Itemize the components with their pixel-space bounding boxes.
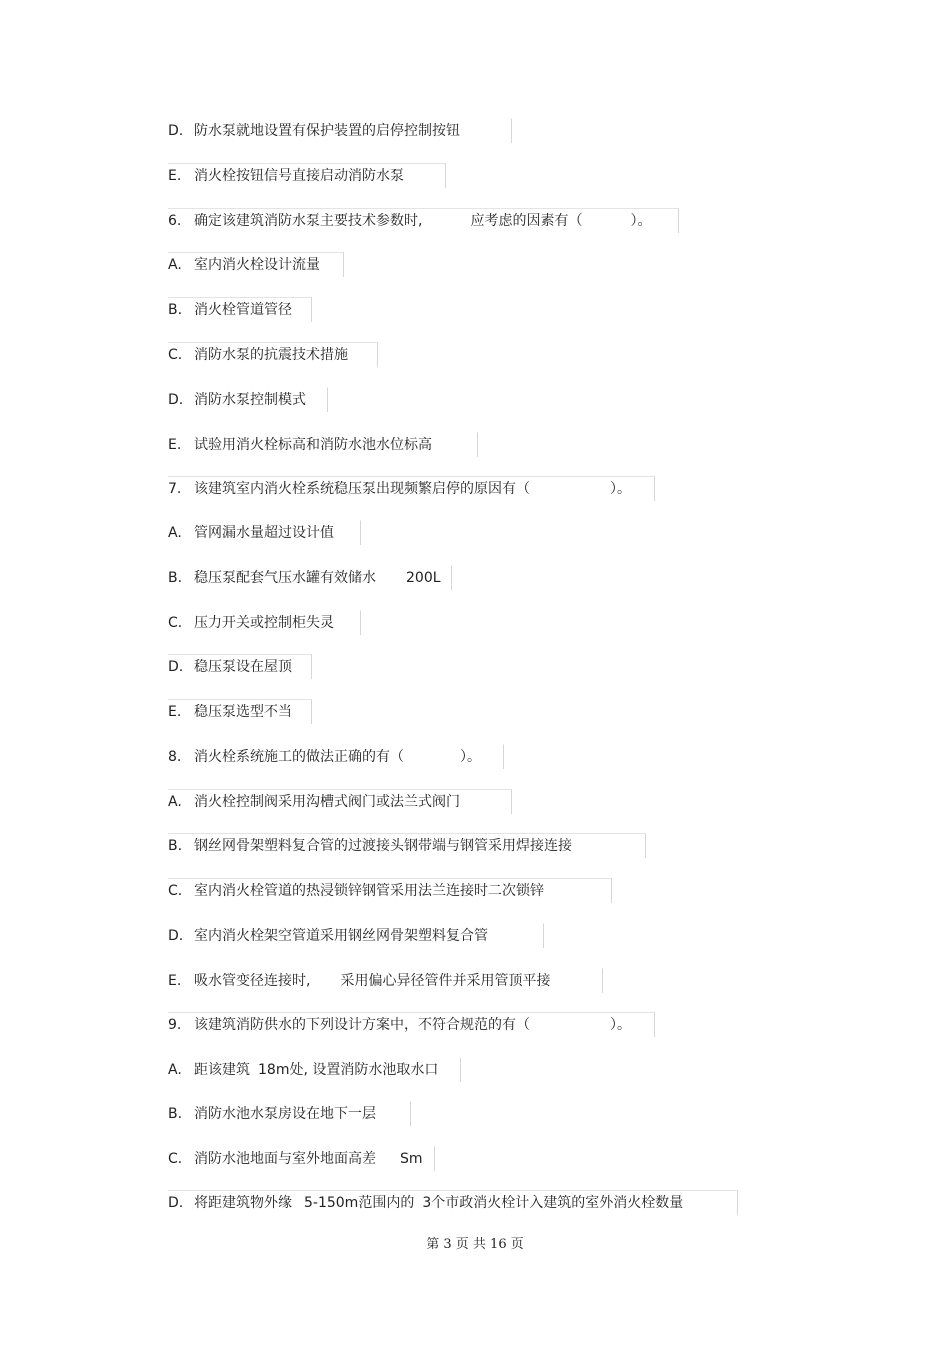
option-e <box>168 968 603 993</box>
question-number: 8. <box>168 749 182 765</box>
question-7 <box>168 476 655 501</box>
option-e <box>168 163 446 188</box>
option-c <box>168 1146 435 1171</box>
option-c <box>168 610 361 635</box>
question-8 <box>168 744 504 769</box>
question-6 <box>168 208 679 233</box>
option-b <box>168 833 646 858</box>
option-label: C. <box>168 347 183 363</box>
option-label: E. <box>168 704 182 720</box>
option-text: 管网漏水量超过设计值 <box>194 525 334 541</box>
option-d <box>168 1190 738 1215</box>
question-text: 应考虑的因素有（ <box>470 213 583 229</box>
option-text: 消防水泵控制模式 <box>194 392 306 408</box>
option-e <box>168 699 312 724</box>
option-text: 压力开关或控制柜失灵 <box>194 615 334 631</box>
option-label: D. <box>168 392 184 408</box>
option-text: 3个市政消火栓计入建筑的室外消火栓数量 <box>422 1195 684 1211</box>
option-e <box>168 432 478 457</box>
option-text: 消防水泵的抗震技术措施 <box>194 347 348 363</box>
question-9 <box>168 1012 655 1037</box>
question-text: ）。 <box>460 749 481 765</box>
option-text: 稳压泵设在屋顶 <box>194 659 292 675</box>
option-label: C. <box>168 883 183 899</box>
option-label: C. <box>168 1151 183 1167</box>
option-label: C. <box>168 615 183 631</box>
option-text: 消火栓按钮信号直接启动消防水泵 <box>194 168 404 184</box>
option-value: 200L <box>406 570 441 586</box>
option-value: Sm <box>400 1151 423 1167</box>
option-label: D. <box>168 1195 184 1211</box>
option-text: 采用偏心异径管件并采用管顶平接 <box>340 973 551 989</box>
option-text: 距该建筑 <box>194 1062 250 1078</box>
option-c <box>168 878 612 903</box>
option-d <box>168 923 544 948</box>
question-text: 消火栓系统施工的做法正确的有（ <box>194 749 404 765</box>
option-b <box>168 1101 411 1126</box>
question-text: 该建筑消防供水的下列设计方案中，不符合规范的有（ <box>194 1017 530 1033</box>
option-text: 室内消火栓架空管道采用钢丝网骨架塑料复合管 <box>194 928 488 944</box>
page-footer: 第 3 页 共 16 页 <box>426 1237 524 1252</box>
option-label: B. <box>168 302 183 318</box>
option-label: A. <box>168 257 182 273</box>
option-label: B. <box>168 1106 183 1122</box>
option-label: B. <box>168 838 183 854</box>
option-label: E. <box>168 168 182 184</box>
option-text: 钢丝网骨架塑料复合管的过渡接头钢带端与钢管采用焊接连接 <box>194 838 572 854</box>
option-text: 防水泵就地设置有保护装置的启停控制按钮 <box>194 123 460 139</box>
option-label: E. <box>168 437 182 453</box>
option-text: 18m处, 设置消防水池取水口 <box>258 1062 439 1078</box>
option-label: A. <box>168 1062 182 1078</box>
option-label: D. <box>168 928 184 944</box>
option-text: 室内消火栓管道的热浸锁锌钢管采用法兰连接时二次锁锌 <box>194 883 544 899</box>
option-label: B. <box>168 570 183 586</box>
question-number: 7. <box>168 481 182 497</box>
option-text: 吸水管变径连接时, <box>194 973 311 989</box>
option-text: 5-150m范围内的 <box>304 1195 415 1211</box>
question-text: 该建筑室内消火栓系统稳压泵出现频繁启停的原因有（ <box>194 481 530 497</box>
option-text: 消防水池地面与室外地面高差 <box>194 1151 376 1167</box>
option-label: E. <box>168 973 182 989</box>
option-d <box>168 118 512 143</box>
question-text: ）。 <box>610 481 631 497</box>
option-a <box>168 252 344 277</box>
option-d <box>168 654 312 679</box>
option-b <box>168 565 452 590</box>
option-label: A. <box>168 794 182 810</box>
option-text: 消火栓管道管径 <box>194 302 292 318</box>
question-number: 6. <box>168 213 182 229</box>
option-label: A. <box>168 525 182 541</box>
option-text: 试验用消火栓标高和消防水池水位标高 <box>194 437 432 453</box>
option-text: 稳压泵选型不当 <box>194 704 292 720</box>
question-text: 确定该建筑消防水泵主要技术参数时, <box>194 213 423 229</box>
option-label: D. <box>168 123 184 139</box>
option-label: D. <box>168 659 184 675</box>
option-b <box>168 297 312 322</box>
question-number: 9. <box>168 1017 182 1033</box>
option-text: 稳压泵配套气压水罐有效储水 <box>194 570 376 586</box>
option-d <box>168 387 328 412</box>
option-a <box>168 520 361 545</box>
option-text: 消防水池水泵房设在地下一层 <box>194 1106 376 1122</box>
option-c <box>168 342 378 367</box>
question-text: ）。 <box>610 1017 631 1033</box>
question-text: ）。 <box>630 213 652 229</box>
option-text: 消火栓控制阀采用沟槽式阀门或法兰式阀门 <box>194 794 460 810</box>
option-text: 将距建筑物外缘 <box>194 1195 292 1211</box>
option-a <box>168 789 512 814</box>
option-text: 室内消火栓设计流量 <box>194 257 320 273</box>
option-a <box>168 1057 461 1082</box>
